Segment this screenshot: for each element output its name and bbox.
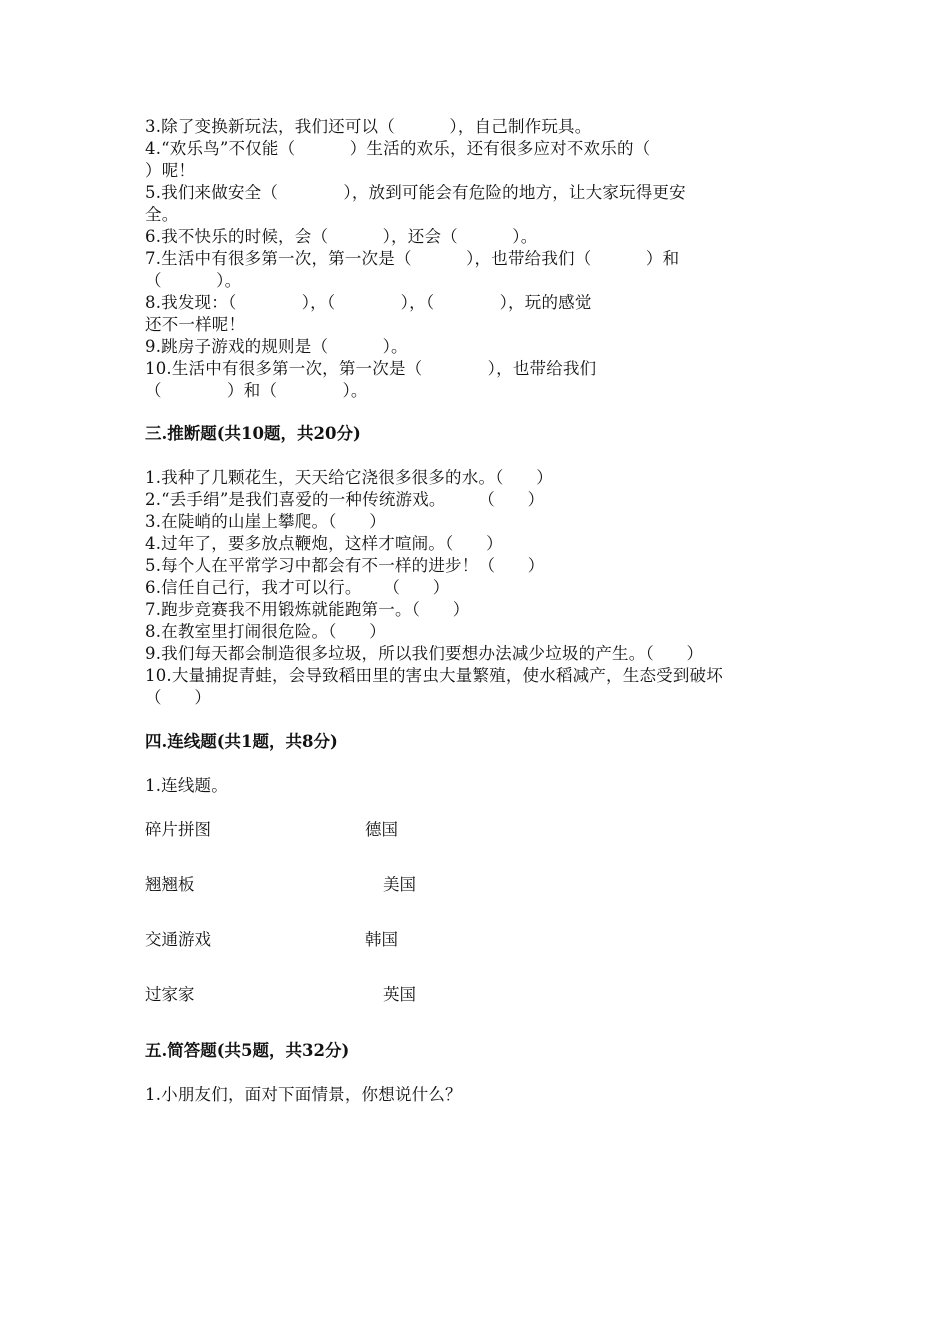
fill-blank-item-8-cont: 还不一样呢！: [145, 315, 246, 334]
match-right-item: 德国: [365, 820, 398, 839]
judgement-item-2: 2.“丢手绢”是我们喜爱的一种传统游戏。 （ ）: [145, 490, 545, 509]
matching-question: 1.连线题。: [145, 776, 228, 795]
fill-blank-item-9: 9.跳房子游戏的规则是（ ）。: [145, 337, 408, 356]
judgement-item-10-cont: （ ）: [145, 688, 212, 707]
judgement-item-5: 5.每个人在平常学习中都会有不一样的进步！（ ）: [145, 556, 545, 575]
judgement-item-3: 3.在陡峭的山崖上攀爬。（ ）: [145, 512, 386, 531]
judgement-item-4: 4.过年了，要多放点鞭炮，这样才喧闹。（ ）: [145, 534, 503, 553]
match-right-item: 韩国: [365, 930, 398, 949]
section-heading-matching: 四.连线题(共1题，共8分): [145, 732, 338, 751]
match-left-item: 过家家: [145, 985, 195, 1004]
fill-blank-item-8: 8.我发现：（ ），（ ），（ ），玩的感觉: [145, 293, 592, 312]
match-right-item: 美国: [383, 875, 416, 894]
fill-blank-item-6: 6.我不快乐的时候，会（ ），还会（ ）。: [145, 227, 538, 246]
match-left-item: 翘翘板: [145, 875, 195, 894]
short-answer-question-1: 1.小朋友们，面对下面情景，你想说什么？: [145, 1085, 462, 1104]
judgement-item-10: 10.大量捕捉青蛙，会导致稻田里的害虫大量繁殖，使水稻减产，生态受到破坏: [145, 666, 723, 685]
fill-blank-item-7: 7.生活中有很多第一次，第一次是（ ），也带给我们（ ）和: [145, 249, 680, 268]
fill-blank-item-3: 3.除了变换新玩法，我们还可以（ ），自己制作玩具。: [145, 117, 592, 136]
judgement-item-9: 9.我们每天都会制造很多垃圾，所以我们要想办法减少垃圾的产生。（ ）: [145, 644, 704, 663]
match-left-item: 碎片拼图: [145, 820, 211, 839]
fill-blank-item-5-cont: 全。: [145, 205, 179, 224]
fill-blank-item-5: 5.我们来做安全（ ），放到可能会有危险的地方，让大家玩得更安: [145, 183, 686, 202]
judgement-item-8: 8.在教室里打闹很危险。（ ）: [145, 622, 386, 641]
fill-blank-item-10: 10.生活中有很多第一次，第一次是（ ），也带给我们: [145, 359, 597, 378]
fill-blank-item-10-cont: （ ）和（ ）。: [145, 381, 368, 400]
fill-blank-item-4-cont: ）呢！: [145, 161, 196, 180]
fill-blank-item-4: 4.“欢乐鸟”不仅能（ ）生活的欢乐，还有很多应对不欢乐的（: [145, 139, 651, 158]
judgement-item-1: 1.我种了几颗花生，天天给它浇很多很多的水。（ ）: [145, 468, 553, 487]
section-heading-judgement: 三.推断题(共10题，共20分): [145, 424, 361, 443]
section-heading-short-answer: 五.简答题(共5题，共32分): [145, 1041, 350, 1060]
match-left-item: 交通游戏: [145, 930, 211, 949]
judgement-item-6: 6.信任自己行，我才可以行。 （ ）: [145, 578, 450, 597]
judgement-item-7: 7.跑步竞赛我不用锻炼就能跑第一。（ ）: [145, 600, 470, 619]
match-right-item: 英国: [383, 985, 416, 1004]
fill-blank-item-7-cont: （ ）。: [145, 271, 242, 290]
